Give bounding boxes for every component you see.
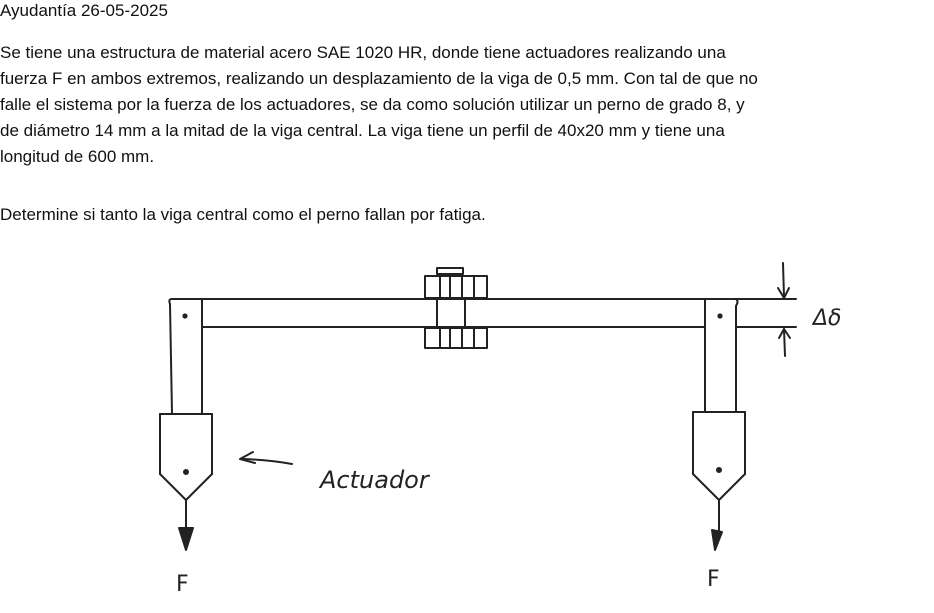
structure-sketch — [0, 240, 934, 613]
statement-line-5: longitud de 600 mm. — [0, 147, 155, 166]
central-beam — [172, 299, 736, 327]
displacement-indicator — [737, 263, 796, 356]
right-force-arrow — [712, 500, 722, 550]
statement-line-3: falle el sistema por la fuerza de los actuadores, se da como solución utilizar un perno de grado 8, y — [0, 95, 745, 114]
right-support-arm — [705, 299, 738, 412]
force-label-right: F — [707, 567, 720, 592]
document-heading: Ayudantía 26-05-2025 — [0, 1, 168, 20]
left-support-arm — [169, 299, 202, 414]
bolt-assembly — [425, 268, 487, 348]
delta-label: Δδ — [813, 306, 842, 331]
right-actuator — [693, 412, 745, 500]
actuator-label: Actuador — [320, 466, 429, 494]
left-actuator — [160, 414, 212, 500]
statement-line-4: de diámetro 14 mm a la mitad de la viga central. La viga tiene un perfil de 40x20 mm y tiene una — [0, 121, 725, 140]
left-force-arrow — [179, 500, 193, 550]
statement-line-1: Se tiene una estructura de material acero SAE 1020 HR, donde tiene actuadores realizando una — [0, 43, 726, 62]
actuator-pointer-arrow — [240, 452, 292, 464]
problem-statement — [0, 40, 758, 170]
question-text: Determine si tanto la viga central como el perno fallan por fatiga. — [0, 205, 486, 224]
statement-line-2: fuerza F en ambos extremos, realizando un desplazamiento de la viga de 0,5 mm. Con tal de que no — [0, 69, 758, 88]
force-label-left: F — [176, 572, 189, 597]
